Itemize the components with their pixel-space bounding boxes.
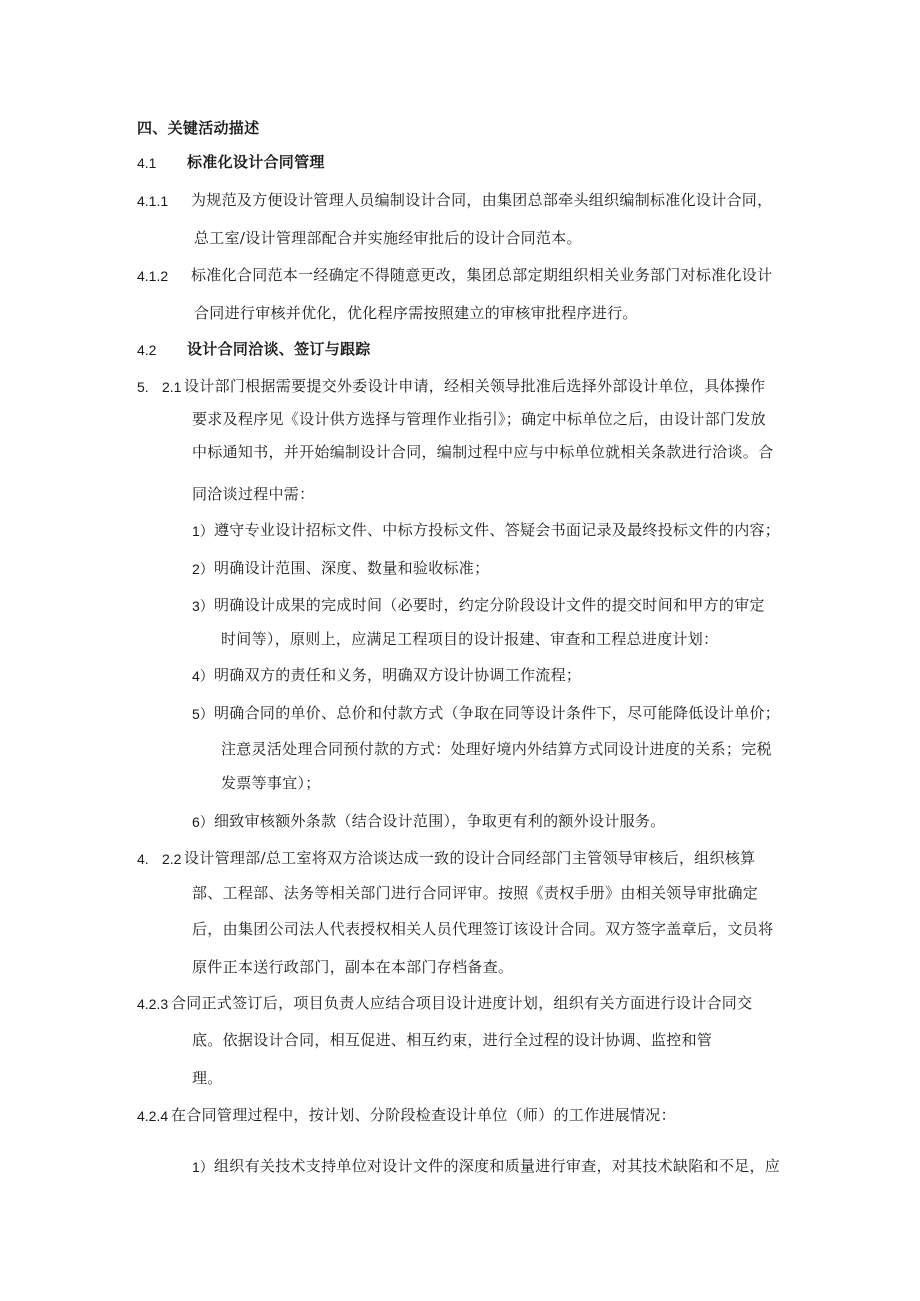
section-4-1-1-line-1: 为规范及方便设计管理人员编制设计合同，由集团总部牵头组织编制标准化设计合同，	[191, 191, 773, 209]
item-5-text: 明确合同的单价、总价和付款方式（争取在同等设计条件下，尽可能降低设计单价；	[214, 704, 781, 722]
section-5-2-1-line-4: 同洽谈过程中需：	[192, 485, 315, 503]
section-4-2-3-number: 4.2.3	[137, 996, 169, 1012]
item-3-number: 3）	[192, 598, 214, 614]
section-4-1-2-line-1: 标准化合同范本一经确定不得随意更改，集团总部定期组织相关业务部门对标准化设计	[191, 266, 773, 284]
item-6-text: 细致审核额外条款（结合设计范围），争取更有利的额外设计服务。	[214, 812, 666, 830]
item-424-1-text: 组织有关技术支持单位对设计文件的深度和质量进行审查，对其技术缺陷和不足，应	[214, 1157, 781, 1175]
section-4-2-2-line-4: 原件正本送行政部门，副本在本部门存档备查。	[192, 958, 514, 976]
section-4-2-number: 4.2	[137, 342, 157, 358]
item-3-text: 明确设计成果的完成时间（必要时，约定分阶段设计文件的提交时间和甲方的审定	[214, 596, 765, 614]
section-5-2-1-line-3: 中标通知书，并开始编制设计合同，编制过程中应与中标单位就相关条款进行洽谈。合	[192, 443, 774, 461]
section-4-1-1-number: 4.1.1	[137, 193, 169, 209]
item-4-number: 4）	[192, 668, 214, 684]
section-4-2-4-line-1: 在合同管理过程中，按计划、分阶段检查设计单位（师）的工作进展情况：	[171, 1106, 676, 1124]
section-4-2-3-line-2: 底。依据设计合同，相互促进、相互约束，进行全过程的设计协调、监控和管	[192, 1031, 713, 1049]
section-4-2-3-line-1: 合同正式签订后，项目负责人应结合项目设计进度计划，组织有关方面进行设计合同交	[171, 994, 753, 1012]
section-4-2-2-number-a: 4.	[137, 851, 149, 867]
section-4-1-1-line-2: 总工室/设计管理部配合并实施经审批后的设计合同范本。	[194, 229, 582, 247]
item-6-number: 6）	[192, 814, 214, 830]
section-4-2-4-number: 4.2.4	[137, 1108, 169, 1124]
section-4-2-2-number-b: 2.2	[162, 851, 182, 867]
section-5-2-1-number-a: 5.	[137, 379, 149, 395]
section-5-2-1-line-2: 要求及程序见《设计供方选择与管理作业指引》；确定中标单位之后，由设计部门发放	[192, 410, 766, 428]
item-424-1-number: 1）	[192, 1159, 214, 1175]
section-4-1-2-number: 4.1.2	[137, 268, 169, 284]
item-2-number: 2）	[192, 561, 214, 577]
section-4-1-2-line-2: 合同进行审核并优化，优化程序需按照建立的审核审批程序进行。	[194, 304, 638, 322]
item-5-text-cont-1: 注意灵活处理合同预付款的方式：处理好境内外结算方式同设计进度的关系；完税	[221, 740, 772, 758]
item-2-text: 明确设计范围、深度、数量和验收标准；	[214, 559, 490, 577]
section-4-2-3-line-3: 理。	[192, 1069, 223, 1087]
section-4-2-2-line-1: 设计管理部/总工室将双方洽谈达成一致的设计合同经部门主管领导审核后，组织核算	[184, 849, 756, 867]
section-4-1-number: 4.1	[137, 155, 157, 171]
section-4-2-2-line-2: 部、工程部、法务等相关部门进行合同评审。按照《责权手册》由相关领导审批确定	[192, 884, 759, 902]
section-heading: 四、关键活动描述	[137, 119, 260, 137]
section-4-2-title: 设计合同洽谈、签订与跟踪	[187, 340, 371, 358]
item-1-text: 遵守专业设计招标文件、中标方投标文件、答疑会书面记录及最终投标文件的内容；	[214, 521, 781, 539]
section-4-2-2-line-3: 后，由集团公司法人代表授权相关人员代理签订该设计合同。双方签字盖章后，文员将	[192, 920, 774, 938]
item-4-text: 明确双方的责任和义务，明确双方设计协调工作流程；	[214, 666, 582, 684]
section-5-2-1-line-1: 设计部门根据需要提交外委设计申请，经相关领导批准后选择外部设计单位，具体操作	[184, 377, 766, 395]
section-4-1-title: 标准化设计合同管理	[187, 153, 325, 171]
item-1-number: 1）	[192, 523, 214, 539]
section-5-2-1-number-b: 2.1	[162, 379, 182, 395]
item-3-text-cont: 时间等），原则上，应满足工程项目的设计报建、审查和工程总进度计划：	[221, 630, 719, 648]
item-5-number: 5）	[192, 706, 214, 722]
item-5-text-cont-2: 发票等事宜）；	[221, 774, 321, 792]
